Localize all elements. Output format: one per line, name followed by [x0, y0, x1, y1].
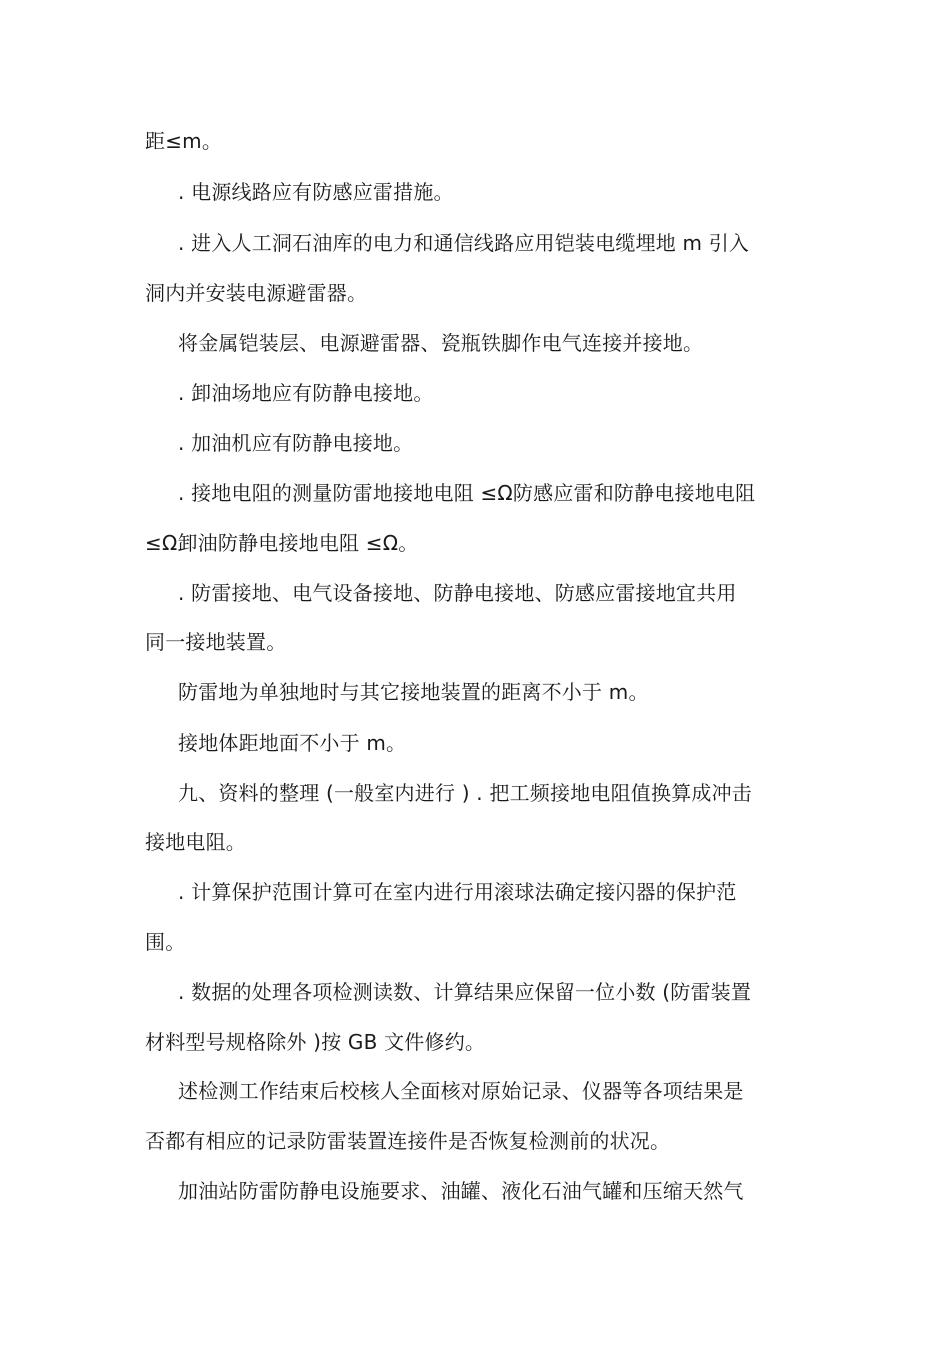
text-line: 洞内并安装电源避雷器。 [145, 281, 368, 305]
text-line: . 电源线路应有防感应雷措施。 [178, 180, 454, 204]
text-line: 同一接地装置。 [145, 630, 287, 654]
text-line: 接地体距地面不小于 m。 [178, 731, 407, 755]
text-line: . 进入人工洞石油库的电力和通信线路应用铠装电缆埋地 m 引入 [178, 231, 750, 255]
text-line: . 卸油场地应有防静电接地。 [178, 381, 434, 405]
text-line: . 接地电阻的测量防雷地接地电阻 ≤Ω防感应雷和防静电接地电阻 [178, 481, 756, 505]
text-line: 围。 [145, 930, 186, 954]
text-line: . 计算保护范围计算可在室内进行用滚球法确定接闪器的保护范 [178, 880, 737, 904]
text-line: ≤Ω卸油防静电接地电阻 ≤Ω。 [145, 531, 419, 555]
text-line: 加油站防雷防静电设施要求、油罐、液化石油气罐和压缩天然气 [178, 1179, 744, 1203]
text-line: . 数据的处理各项检测读数、计算结果应保留一位小数 (防雷装置 [178, 980, 752, 1004]
text-line: 九、资料的整理 (一般室内进行 ) . 把工频接地电阻值换算成冲击 [178, 781, 752, 805]
text-line: 将金属铠装层、电源避雷器、瓷瓶铁脚作电气连接并接地。 [178, 331, 704, 355]
text-line: 否都有相应的记录防雷装置连接件是否恢复检测前的状况。 [145, 1129, 671, 1153]
text-line: 材料型号规格除外 )按 GB 文件修约。 [145, 1030, 486, 1054]
text-line: . 防雷接地、电气设备接地、防静电接地、防感应雷接地宜共用 [178, 581, 737, 605]
text-line: 距≤m。 [145, 129, 223, 153]
text-line: 接地电阻。 [145, 830, 246, 854]
text-line: 防雷地为单独地时与其它接地装置的距离不小于 m。 [178, 680, 649, 704]
text-line: 述检测工作结束后校核人全面核对原始记录、仪器等各项结果是 [178, 1079, 744, 1103]
text-line: . 加油机应有防静电接地。 [178, 431, 414, 455]
